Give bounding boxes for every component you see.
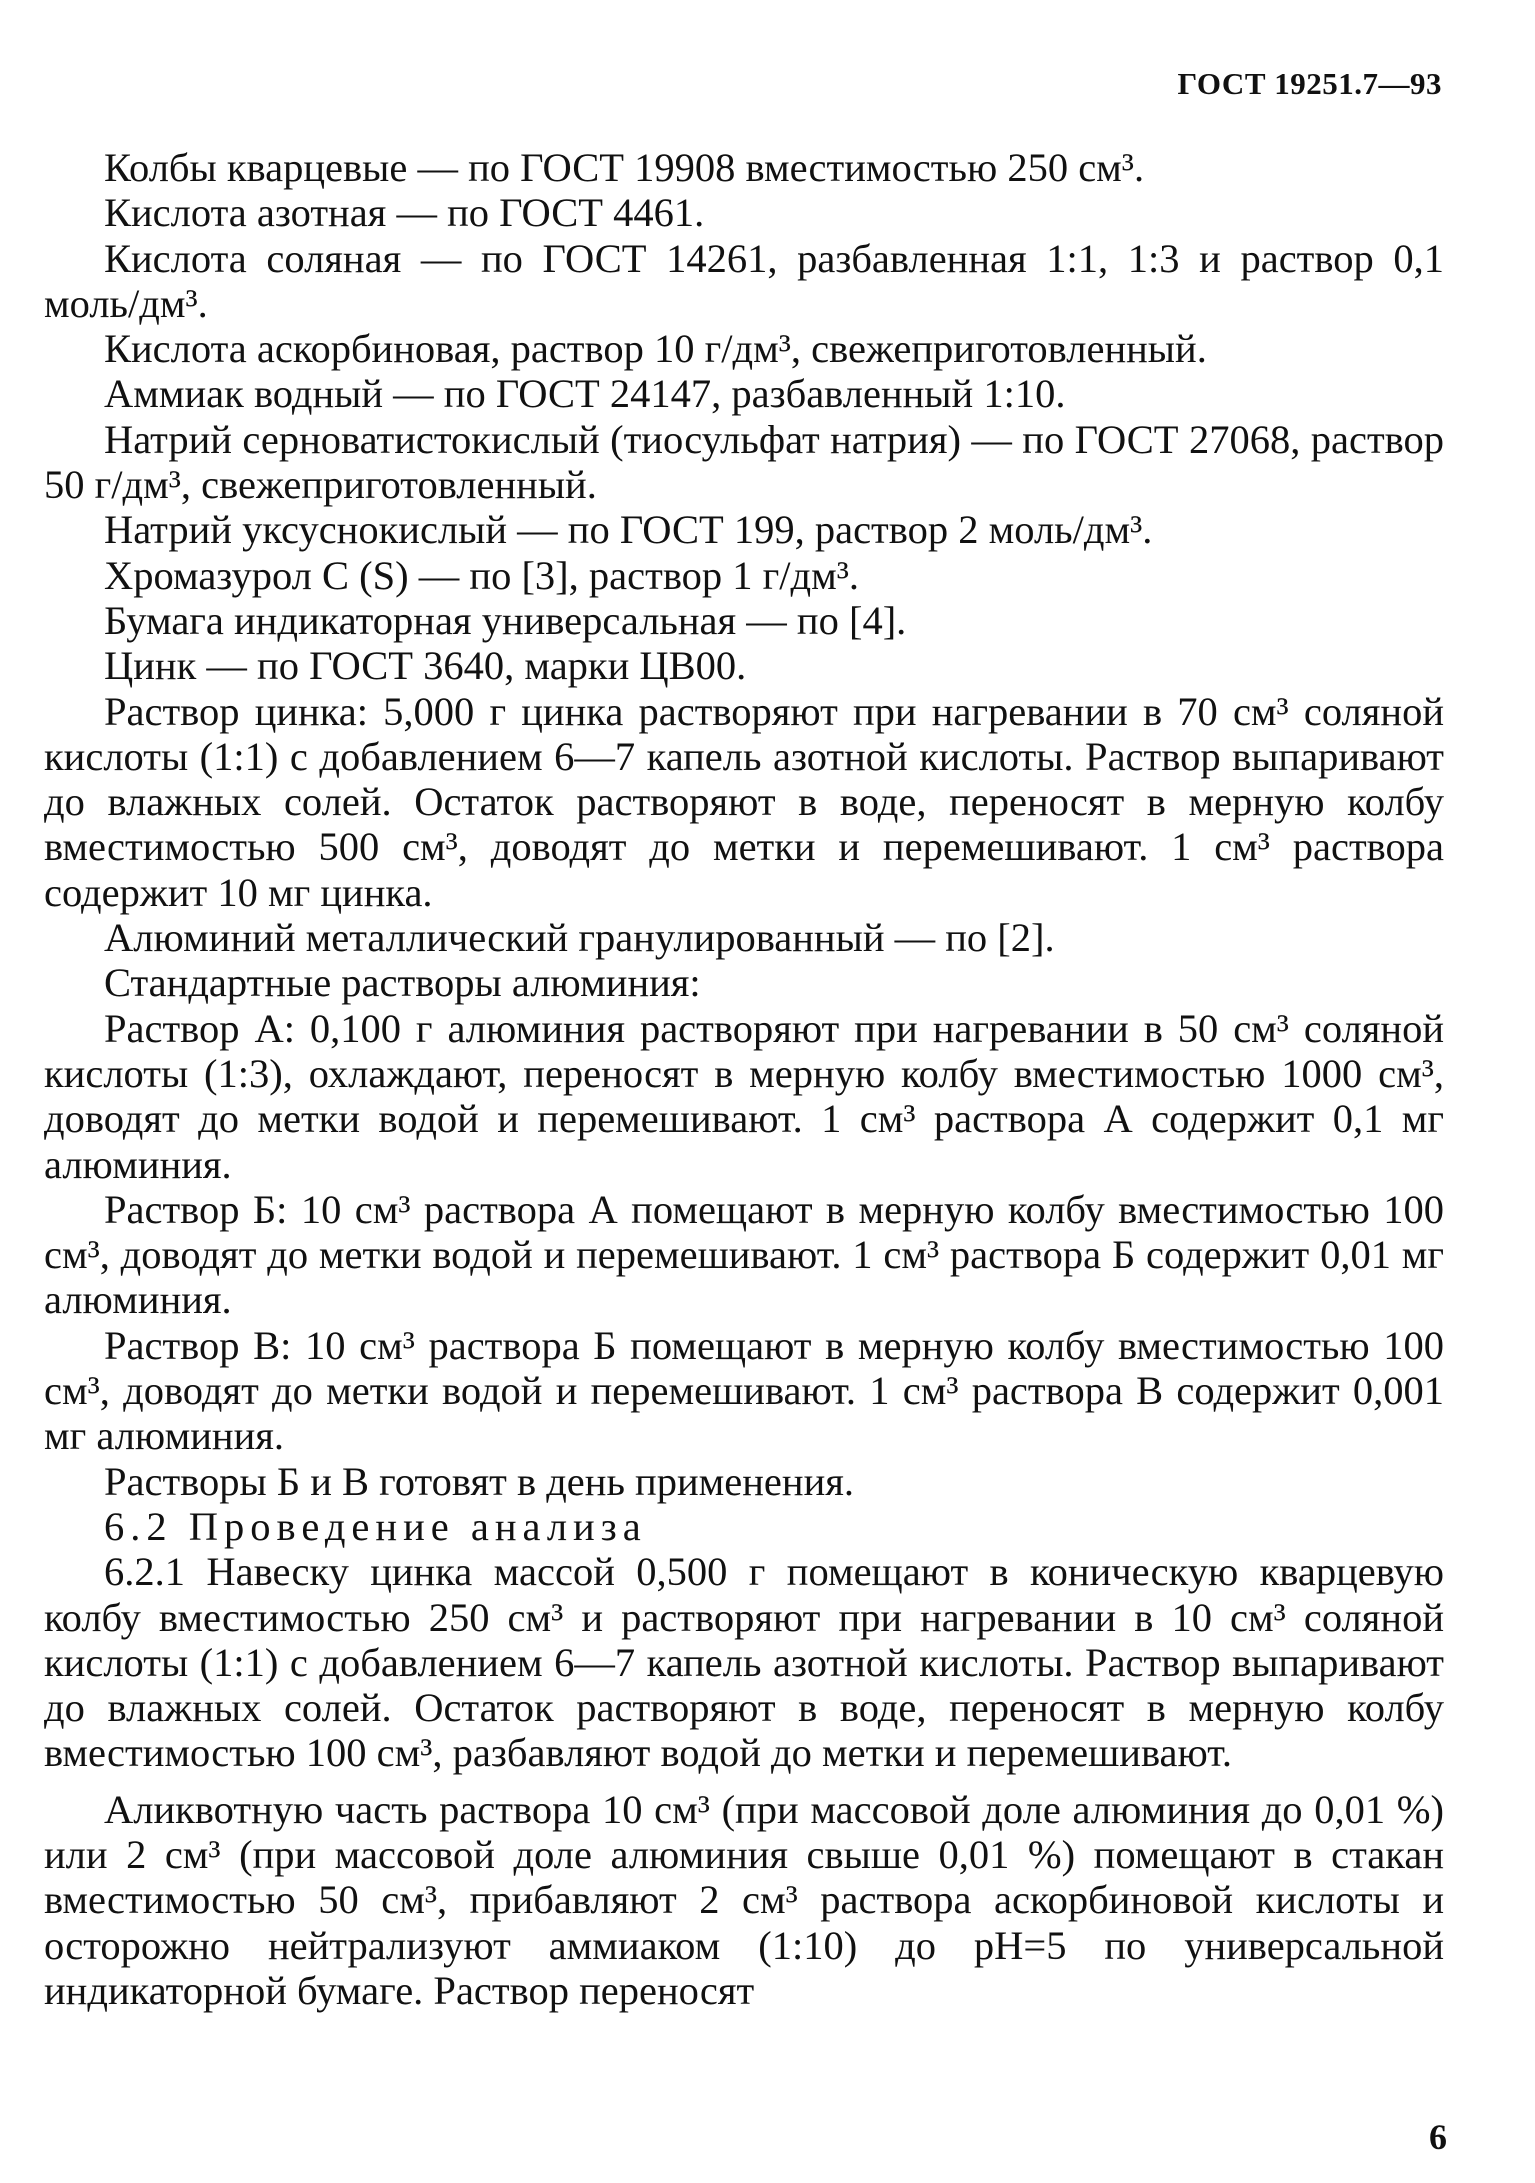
paragraph-aluminium-metal: Алюминий металлический гранулированный — по [2].	[104, 915, 1055, 961]
paragraph-quartz-flasks: Колбы кварцевые — по ГОСТ 19908 вместимостью 250 см³.	[104, 145, 1145, 190]
paragraph-sodium-thiosulfate: Натрий серноватистокислый (тиосульфат натрия) — по ГОСТ 27068, раствор 50 г/дм³, свежеприготовленный.	[44, 416, 1444, 508]
section-paragraph-sample: 6.2.1 Навеску цинка массой 0,500 г помещают в коническую кварцевую колбу вместимостью 250 см³ и растворяют при нагревании в 10 см³ соляной кислоты (1:1) с добавлением 6—7 капель азотной кислоты. Раствор выпаривают до влажных солей. Остаток растворяют в воде, переносят в мерную колбу вместимостью 100 см³, разбавляют водой до метки и перемешивают.	[44, 1549, 1444, 1776]
paragraph-zinc-solution: Раствор цинка: 5,000 г цинка растворяют при нагревании в 70 см³ соляной кислоты (1:1) с добавлением 6—7 капель азотной кислоты. Раствор выпаривают до влажных солей. Остаток растворяют в воде, переносят в мерную колбу вместимостью 500 см³, доводят до метки и перемешивают. 1 см³ раствора содержит 10 мг цинка.	[44, 688, 1444, 915]
paragraph-solution-b: Раствор Б: 10 см³ раствора А помещают в мерную колбу вместимостью 100 см³, доводят до метки водой и перемешивают. 1 см³ раствора Б содержит 0,01 мг алюминия.	[44, 1186, 1444, 1323]
paragraph-preparation-note: Растворы Б и В готовят в день применения.	[104, 1458, 855, 1504]
section-heading: 6.2 Проведение анализа	[104, 1503, 647, 1549]
paragraph-zinc: Цинк — по ГОСТ 3640, марки ЦВ00.	[104, 643, 747, 689]
paragraph-solution-a: Раствор А: 0,100 г алюминия растворяют при нагревании в 50 см³ соляной кислоты (1:3), охлаждают, переносят в мерную колбу вместимостью 1000 см³, доводят до метки водой и перемешивают. 1 см³ раствора А содержит 0,1 мг алюминия.	[44, 1005, 1444, 1187]
paragraph-standard-solutions: Стандартные растворы алюминия:	[104, 960, 701, 1006]
page-number: 6	[1429, 2117, 1447, 2157]
section-paragraph-aliquot: Аликвотную часть раствора 10 см³ (при массовой доле алюминия до 0,01 %) или 2 см³ (при массовой доле алюминия свыше 0,01 %) помещают в стакан вместимостью 50 см³, прибавляют 2 см³ раствора аскорбиновой кислоты и осторожно нейтрализуют аммиаком (1:10) до рН=5 по универсальной индикаторной бумаге. Раствор переносят	[44, 1786, 1444, 2013]
paragraph-hydrochloric-acid: Кислота соляная — по ГОСТ 14261, разбавленная 1:1, 1:3 и раствор 0,1 моль/дм³.	[44, 235, 1444, 326]
paragraph-solution-v: Раствор В: 10 см³ раствора Б помещают в мерную колбу вместимостью 100 см³, доводят до метки водой и перемешивают. 1 см³ раствора В содержит 0,001 мг алюминия.	[44, 1322, 1444, 1459]
document-body	[44, 145, 1444, 2013]
paragraph-indicator-paper: Бумага индикаторная универсальная — по [4].	[104, 597, 907, 643]
paragraph-ammonia: Аммиак водный — по ГОСТ 24147, разбавленный 1:10.	[104, 371, 1066, 417]
paragraph-chromazurol: Хромазурол С (S) — по [3], раствор 1 г/дм³.	[104, 552, 860, 598]
paragraph-sodium-acetate: Натрий уксуснокислый — по ГОСТ 199, раствор 2 моль/дм³.	[104, 507, 1153, 553]
paragraph-nitric-acid: Кислота азотная — по ГОСТ 4461.	[104, 190, 705, 236]
standard-header: ГОСТ 19251.7—93	[1177, 66, 1442, 101]
paragraph-ascorbic-acid: Кислота аскорбиновая, раствор 10 г/дм³, свежеприготовленный.	[104, 326, 1207, 372]
